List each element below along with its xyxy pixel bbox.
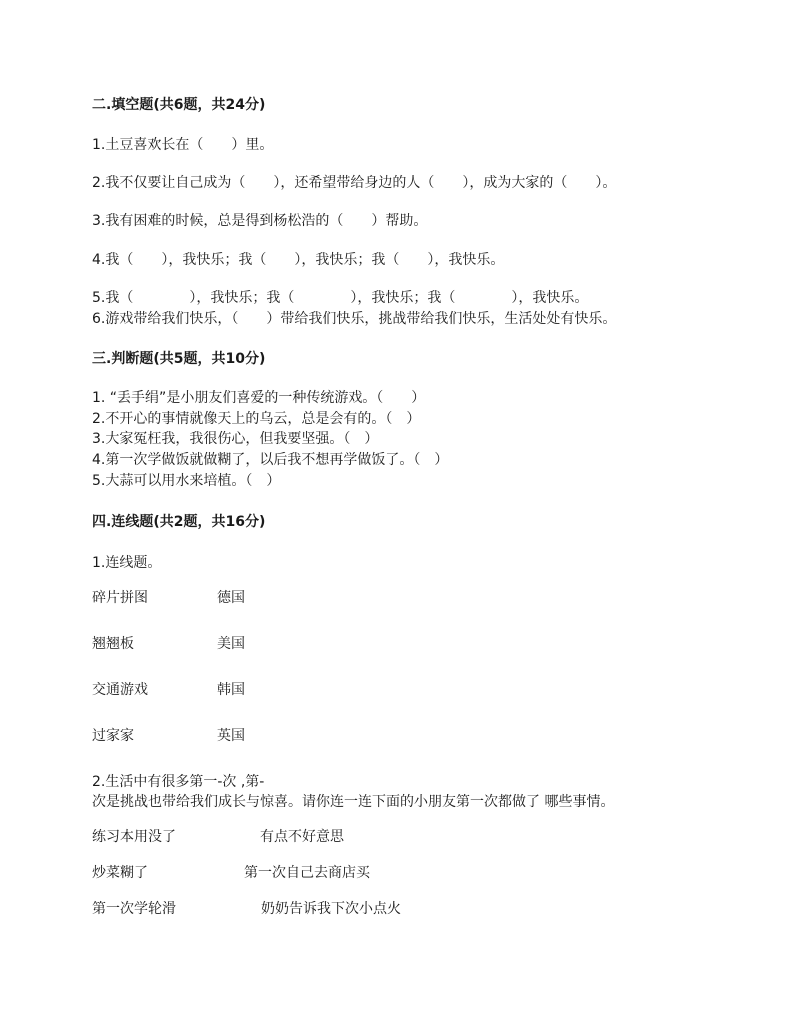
match2-right-item-1: 有点不好意思 — [260, 829, 344, 845]
true-false-question-4: 4.第一次学做饭就做糊了，以后我不想再学做饭了。（ ） — [92, 452, 449, 468]
match2-left-item-1: 练习本用没了 — [92, 829, 176, 845]
fill-blank-question-3: 3.我有困难的时候，总是得到杨松浩的（ ）帮助。 — [92, 213, 428, 229]
match-right-item-3: 韩国 — [217, 682, 245, 698]
match-left-item-4: 过家家 — [92, 728, 134, 744]
match2-right-item-3: 奶奶告诉我下次小点火 — [261, 901, 401, 917]
true-false-question-1: 1. “丢手绢”是小朋友们喜爱的一种传统游戏。（ ） — [92, 390, 426, 406]
true-false-question-5: 5.大蒜可以用水来培植。（ ） — [92, 473, 281, 489]
match-left-item-3: 交通游戏 — [92, 682, 148, 698]
fill-blank-question-5: 5.我（ ），我快乐；我（ ），我快乐；我（ ），我快乐。 — [92, 290, 589, 306]
fill-blank-question-6: 6.游戏带给我们快乐，（ ）带给我们快乐，挑战带给我们快乐，生活处处有快乐。 — [92, 311, 617, 327]
match-right-item-1: 德国 — [217, 590, 245, 606]
matching-question-1-title: 1.连线题。 — [92, 555, 162, 571]
fill-blank-question-2: 2.我不仅要让自己成为（ ），还希望带给身边的人（ ），成为大家的（ ）。 — [92, 175, 617, 191]
match2-left-item-2: 炒菜糊了 — [92, 865, 148, 881]
matching-question-2-title-line-1: 2.生活中有很多第一-次 ,第- — [92, 774, 265, 790]
match-left-item-1: 碎片拼图 — [92, 590, 148, 606]
match2-right-item-2: 第一次自己去商店买 — [244, 865, 370, 881]
section-heading-matching: 四.连线题(共2题，共16分) — [92, 514, 266, 530]
fill-blank-question-4: 4.我（ ），我快乐；我（ ），我快乐；我（ ），我快乐。 — [92, 252, 505, 268]
match-right-item-4: 英国 — [217, 728, 245, 744]
match-right-item-2: 美国 — [217, 636, 245, 652]
matching-question-2-title-line-2: 次是挑战也带给我们成长与惊喜。请你连一连下面的小朋友第一次都做了 哪些事情。 — [92, 794, 615, 810]
match-left-item-2: 翘翘板 — [92, 636, 134, 652]
fill-blank-question-1: 1.土豆喜欢长在（ ）里。 — [92, 137, 274, 153]
match2-left-item-3: 第一次学轮滑 — [92, 901, 176, 917]
true-false-question-2: 2.不开心的事情就像天上的乌云，总是会有的。（ ） — [92, 411, 421, 427]
true-false-question-3: 3.大家冤枉我，我很伤心，但我要坚强。（ ） — [92, 431, 379, 447]
section-heading-true-false: 三.判断题(共5题，共10分) — [92, 351, 266, 367]
section-heading-fill-blank: 二.填空题(共6题，共24分) — [92, 97, 266, 113]
